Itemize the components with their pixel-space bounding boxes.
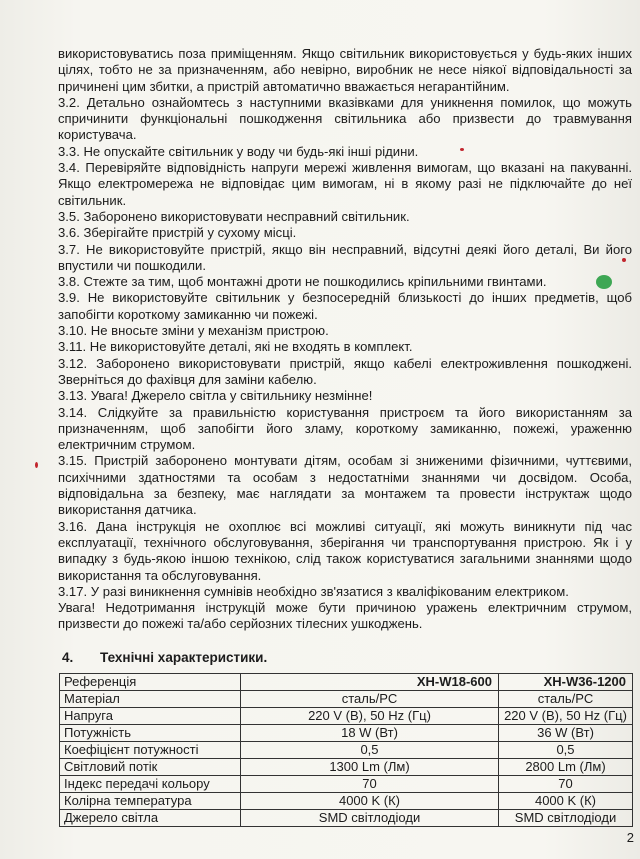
paragraph-3-5: 3.5. Заборонено використовувати несправний світильник.: [58, 208, 410, 224]
spec-value-model-2: 36 W (Вт): [499, 725, 633, 742]
spec-value-model-2: 2800 Lm (Лм): [499, 759, 633, 776]
spec-value-model-2: SMD світлодіоди: [499, 810, 633, 827]
red-ink-speck: [35, 462, 38, 468]
table-row: [60, 793, 633, 810]
spec-label: Матеріал: [60, 691, 241, 708]
spec-label: Коефіцієнт потужності: [60, 742, 241, 759]
header-model-1: XH-W18-600: [241, 674, 499, 691]
table-row: [60, 759, 633, 776]
green-ink-spot: [596, 275, 612, 289]
safety-instructions-text: [58, 46, 632, 633]
spec-value-model-2: 220 V (В), 50 Hz (Гц): [499, 708, 633, 725]
paragraph-3-9: 3.9. Не використовуйте світильник у безпосередній близькості до інших предметів, щоб запобігти короткому замиканню чи пожежі.: [58, 290, 632, 322]
paragraph-intro: використовуватись поза приміщенням. Якщо світильник використовується у будь-яких інших цілях, тобто не за призначенням, або невірно, виробник не несе ніякої відповідальності за причинені цим збитки, а пристрій автоматично вважається негарантійним.: [58, 46, 632, 94]
spec-value-model-1: 0,5: [241, 742, 499, 759]
red-ink-speck: [460, 148, 464, 151]
section-number: 4.: [62, 650, 74, 665]
paragraph-3-16: 3.16. Дана інструкція не охоплює всі можливі ситуації, які можуть виникнути під час експлуатації, технічного обслуговування, зберігання чи транспортування пристрою. Як і у випадку з будь-якою іншою технікою, слід також користуватися загальними знаннями щодо використання та обслуговування.: [58, 518, 632, 583]
header-model-2: XH-W36-1200: [499, 674, 633, 691]
spec-value-model-2: сталь/PC: [499, 691, 633, 708]
spec-table: [59, 673, 633, 827]
spec-value-model-1: 220 V (В), 50 Hz (Гц): [241, 708, 499, 725]
spec-value-model-1: 18 W (Вт): [241, 725, 499, 742]
spec-label: Джерело світла: [60, 810, 241, 827]
spec-value-model-1: 4000 K (К): [241, 793, 499, 810]
paragraph-3-11: 3.11. Не використовуйте деталі, які не входять в комплект.: [58, 339, 413, 355]
section-heading: [62, 650, 267, 665]
table-row: [60, 725, 633, 742]
paragraph-3-15: 3.15. Пристрій заборонено монтувати дітям, особам зі зниженими фізичними, чуттєвими, психічними здатностями та особам з недостатніми знаннями чи досвідом. Особа, відповідальна за безпеку, має наглядати за монтажем та провести інструктаж щодо використання датчика.: [58, 453, 632, 518]
paragraph-3-14: 3.14. Слідкуйте за правильністю користування пристроєм та його використанням за призначенням, щоб запобігти його зламу, короткому замиканню, пожежі, ураженню електричним струмом.: [58, 404, 632, 453]
paragraph-3-10: 3.10. Не вносьте зміни у механізм пристрою.: [58, 323, 329, 339]
table-row: [60, 810, 633, 827]
spec-label: Колірна температура: [60, 793, 241, 810]
red-ink-speck: [622, 258, 626, 262]
table-row: [60, 708, 633, 725]
table-row: [60, 691, 633, 708]
paragraph-3-17: 3.17. У разі виникнення сумнівів необхідно зв'язатися з кваліфікованим електриком.: [58, 583, 569, 599]
paragraph-3-2: 3.2. Детально ознайомтесь з наступними вказівками для уникнення помилок, що можуть спричинити функціональні пошкодження світильника або призвести до травмування користувача.: [58, 94, 632, 143]
paragraph-3-3: 3.3. Не опускайте світильник у воду чи будь-які інші рідини.: [58, 143, 419, 159]
spec-value-model-1: сталь/PC: [241, 691, 499, 708]
spec-value-model-2: 0,5: [499, 742, 633, 759]
spec-label: Напруга: [60, 708, 241, 725]
spec-value-model-1: SMD світлодіоди: [241, 810, 499, 827]
paragraph-3-7: 3.7. Не використовуйте пристрій, якщо він несправний, відсутні деякі його деталі, Ви його впустили чи пошкодили.: [58, 241, 632, 273]
paragraph-3-12: 3.12. Заборонено використовувати пристрій, якщо кабелі електроживлення пошкоджені. Зверніться до фахівця для заміни кабелю.: [58, 355, 632, 387]
table-row: [60, 776, 633, 793]
spec-table-header: [60, 674, 633, 691]
spec-label: Потужність: [60, 725, 241, 742]
paragraph-3-6: 3.6. Зберігайте пристрій у сухому місці.: [58, 225, 297, 241]
paragraph-3-4: 3.4. Перевіряйте відповідність напруги мережі живлення вимогам, що вказані на пакуванні. Якщо електромережа не відповідає цим вимогам, ні в якому разі не підключайте до неї світильник.: [58, 160, 632, 208]
spec-value-model-2: 4000 K (К): [499, 793, 633, 810]
spec-label: Світловий потік: [60, 759, 241, 776]
header-reference: Референція: [60, 674, 241, 691]
spec-label: Індекс передачі кольору: [60, 776, 241, 793]
spec-value-model-1: 1300 Lm (Лм): [241, 759, 499, 776]
spec-value-model-2: 70: [499, 776, 633, 793]
paragraph-3-13: 3.13. Увага! Джерело світла у світильнику незмінне!: [58, 388, 373, 404]
paragraph-3-8: 3.8. Стежте за тим, щоб монтажні дроти не пошкодились кріпильними гвинтами.: [58, 274, 547, 290]
page-number: 2: [626, 830, 634, 845]
table-row: [60, 742, 633, 759]
spec-value-model-1: 70: [241, 776, 499, 793]
paragraph-warning: Увага! Недотримання інструкцій може бути причиною уражень електричним струмом, призвести до пожежі та/або серйозних тілесних ушкоджень.: [58, 600, 632, 632]
section-title: Технічні характеристики.: [100, 650, 268, 665]
